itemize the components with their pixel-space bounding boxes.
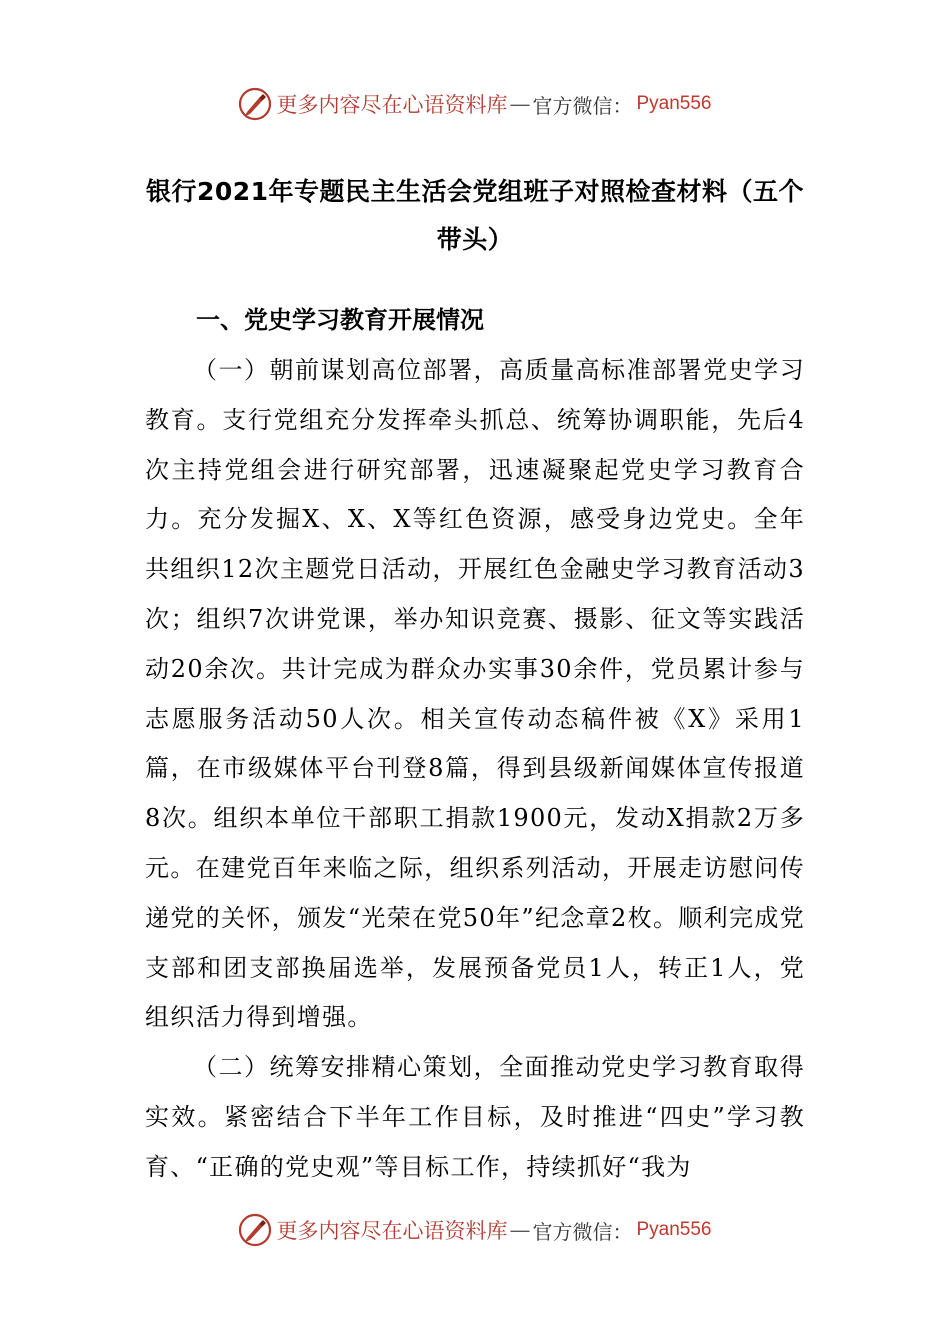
banner-label: 官方微信： — [532, 1219, 633, 1244]
footer-watermark-banner — [0, 1208, 950, 1252]
banner-dash: — — [509, 1218, 531, 1242]
paragraph-1: （一）朝前谋划高位部署，高质量高标准部署党史学习教育。支行党组充分发挥牵头抓总、统筹协调职能，先后4次主持党组会进行研究部署，迅速凝聚起党史学习教育合力。充分发掘X、X、X等红色资源，感受身边党史。全年共组织12次主题党日活动，开展红色金融史学习教育活动3次；组织7次讲党课，举办知识竞赛、摄影、征文等实践活动20余次。共计完成为群众办实事30余件，党员累计参与志愿服务活动50人次。相关宣传动态稿件被《X》采用1篇，在市级媒体平台刊登8篇，得到县级新闻媒体宣传报道8次。组织本单位干部职工捐款1900元，发动X捐款2万多元。在建党百年来临之际，组织系列活动，开展走访慰问传递党的关怀，颁发“光荣在党50年”纪念章2枚。顺利完成党支部和团支部换届选举，发展预备党员1人，转正1人，党组织活力得到增强。 — [145, 356, 805, 1032]
banner-handle: Pyan556 — [636, 1219, 712, 1240]
banner-brand-text: 更多内容尽在心语资料库 — [276, 93, 508, 117]
document-title: 银行2021年专题民主生活会党组班子对照检查材料（五个带头） — [145, 177, 805, 254]
header-watermark-banner — [0, 82, 950, 126]
pen-nib-logo-icon — [238, 87, 272, 121]
section-heading: 一、党史学习教育开展情况 — [196, 306, 484, 334]
banner-handle: Pyan556 — [636, 93, 712, 114]
paragraph-2: （二）统筹安排精心策划，全面推动党史学习教育取得实效。紧密结合下半年工作目标，及时推进“四史”学习教育、“正确的党史观”等目标工作，持续抓好“我为 — [145, 1053, 805, 1181]
banner-brand-text: 更多内容尽在心语资料库 — [276, 1219, 508, 1243]
banner-dash: — — [509, 92, 531, 116]
pen-nib-logo-icon — [238, 1213, 272, 1247]
banner-label: 官方微信： — [532, 93, 633, 118]
document-body — [145, 346, 805, 1193]
